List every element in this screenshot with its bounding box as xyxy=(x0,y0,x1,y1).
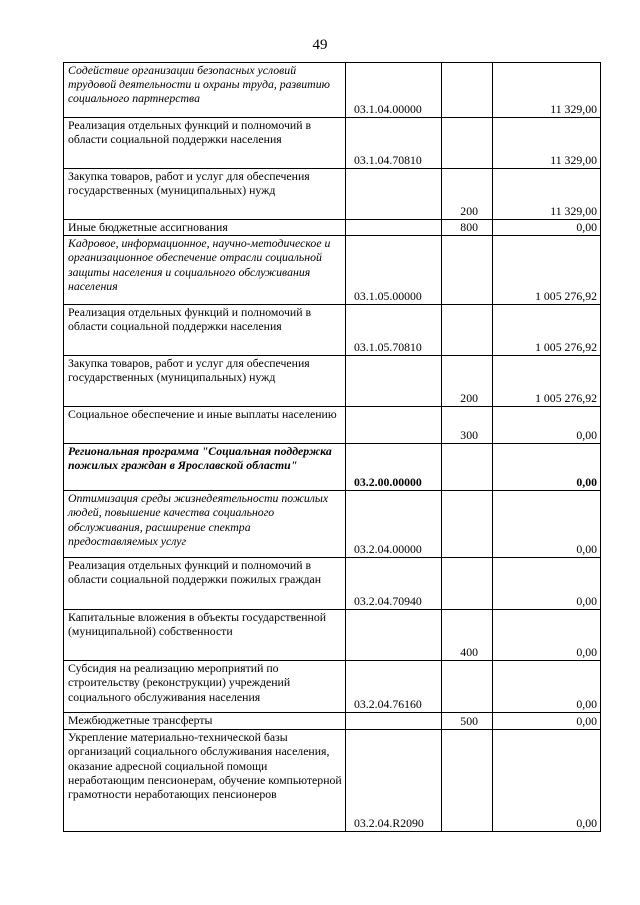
row-type-cell xyxy=(442,305,493,356)
row-name-cell: Иные бюджетные ассигнования xyxy=(64,220,346,236)
row-name-cell: Укрепление материально-технической базы организаций социального обслуживания населения, оказание адресной социальной помощи неработающим пенсионерам, обучение компьютерной грамотности неработающих пенсионеров xyxy=(64,730,346,832)
table-row xyxy=(64,118,601,169)
row-type-cell: 300 xyxy=(442,407,493,444)
row-sum-cell: 11 329,00 xyxy=(493,169,601,220)
row-sum-cell: 11 329,00 xyxy=(493,63,601,118)
row-code-cell: 03.2.04.R2090 xyxy=(346,730,442,832)
table-row xyxy=(64,558,601,610)
row-sum-cell: 0,00 xyxy=(493,491,601,558)
row-sum-cell: 1 005 276,92 xyxy=(493,356,601,407)
row-sum-cell: 0,00 xyxy=(493,661,601,713)
row-name-cell: Закупка товаров, работ и услуг для обеспечения государственных (муниципальных) нужд xyxy=(64,356,346,407)
table-row xyxy=(64,305,601,356)
row-name-cell: Реализация отдельных функций и полномочий в области социальной поддержки населения xyxy=(64,118,346,169)
row-code-cell xyxy=(346,356,442,407)
row-type-cell xyxy=(442,63,493,118)
row-sum-cell: 0,00 xyxy=(493,713,601,730)
table-row xyxy=(64,713,601,730)
row-type-cell xyxy=(442,236,493,305)
budget-table-body xyxy=(64,63,601,832)
row-code-cell: 03.2.04.70940 xyxy=(346,558,442,610)
row-type-cell xyxy=(442,491,493,558)
row-name-cell: Субсидия на реализацию мероприятий по строительству (реконструкции) учреждений социального обслуживания населения xyxy=(64,661,346,713)
table-row xyxy=(64,220,601,236)
row-name-cell: Региональная программа "Социальная поддержка пожилых граждан в Ярославской области" xyxy=(64,444,346,491)
table-row xyxy=(64,407,601,444)
row-sum-cell: 0,00 xyxy=(493,558,601,610)
row-code-cell: 03.2.04.00000 xyxy=(346,491,442,558)
budget-table xyxy=(63,62,601,832)
table-row xyxy=(64,236,601,305)
row-code-cell xyxy=(346,220,442,236)
row-code-cell: 03.1.05.70810 xyxy=(346,305,442,356)
row-type-cell xyxy=(442,558,493,610)
row-code-cell xyxy=(346,610,442,661)
row-type-cell xyxy=(442,661,493,713)
row-sum-cell: 0,00 xyxy=(493,444,601,491)
row-type-cell: 200 xyxy=(442,169,493,220)
row-name-cell: Оптимизация среды жизнедеятельности пожилых людей, повышение качества социального обслуживания, расширение спектра предоставляемых услуг xyxy=(64,491,346,558)
row-code-cell xyxy=(346,713,442,730)
table-row xyxy=(64,491,601,558)
row-name-cell: Капитальные вложения в объекты государственной (муниципальной) собственности xyxy=(64,610,346,661)
row-name-cell: Реализация отдельных функций и полномочий в области социальной поддержки пожилых граждан xyxy=(64,558,346,610)
row-name-cell: Реализация отдельных функций и полномочий в области социальной поддержки населения xyxy=(64,305,346,356)
row-sum-cell: 0,00 xyxy=(493,730,601,832)
row-type-cell: 200 xyxy=(442,356,493,407)
row-name-cell: Социальное обеспечение и иные выплаты населению xyxy=(64,407,346,444)
table-row xyxy=(64,444,601,491)
row-code-cell: 03.1.04.70810 xyxy=(346,118,442,169)
table-row xyxy=(64,63,601,118)
row-code-cell: 03.1.04.00000 xyxy=(346,63,442,118)
row-code-cell xyxy=(346,169,442,220)
row-code-cell: 03.2.00.00000 xyxy=(346,444,442,491)
row-type-cell xyxy=(442,118,493,169)
row-type-cell: 400 xyxy=(442,610,493,661)
row-name-cell: Содействие организации безопасных условий трудовой деятельности и охраны труда, развитию социального партнерства xyxy=(64,63,346,118)
row-code-cell: 03.2.04.76160 xyxy=(346,661,442,713)
row-type-cell xyxy=(442,444,493,491)
row-sum-cell: 1 005 276,92 xyxy=(493,236,601,305)
row-name-cell: Закупка товаров, работ и услуг для обеспечения государственных (муниципальных) нужд xyxy=(64,169,346,220)
table-row xyxy=(64,356,601,407)
row-name-cell: Межбюджетные трансферты xyxy=(64,713,346,730)
row-sum-cell: 0,00 xyxy=(493,220,601,236)
page-number: 49 xyxy=(312,37,328,53)
row-name-cell: Кадровое, информационное, научно-методическое и организационное обеспечение отрасли социальной защиты населения и социального обслуживания населения xyxy=(64,236,346,305)
row-type-cell: 800 xyxy=(442,220,493,236)
row-sum-cell: 0,00 xyxy=(493,610,601,661)
row-sum-cell: 1 005 276,92 xyxy=(493,305,601,356)
row-code-cell xyxy=(346,407,442,444)
table-row xyxy=(64,169,601,220)
row-sum-cell: 0,00 xyxy=(493,407,601,444)
row-sum-cell: 11 329,00 xyxy=(493,118,601,169)
table-row xyxy=(64,610,601,661)
table-row xyxy=(64,661,601,713)
table-row xyxy=(64,730,601,832)
row-type-cell: 500 xyxy=(442,713,493,730)
row-type-cell xyxy=(442,730,493,832)
row-code-cell: 03.1.05.00000 xyxy=(346,236,442,305)
